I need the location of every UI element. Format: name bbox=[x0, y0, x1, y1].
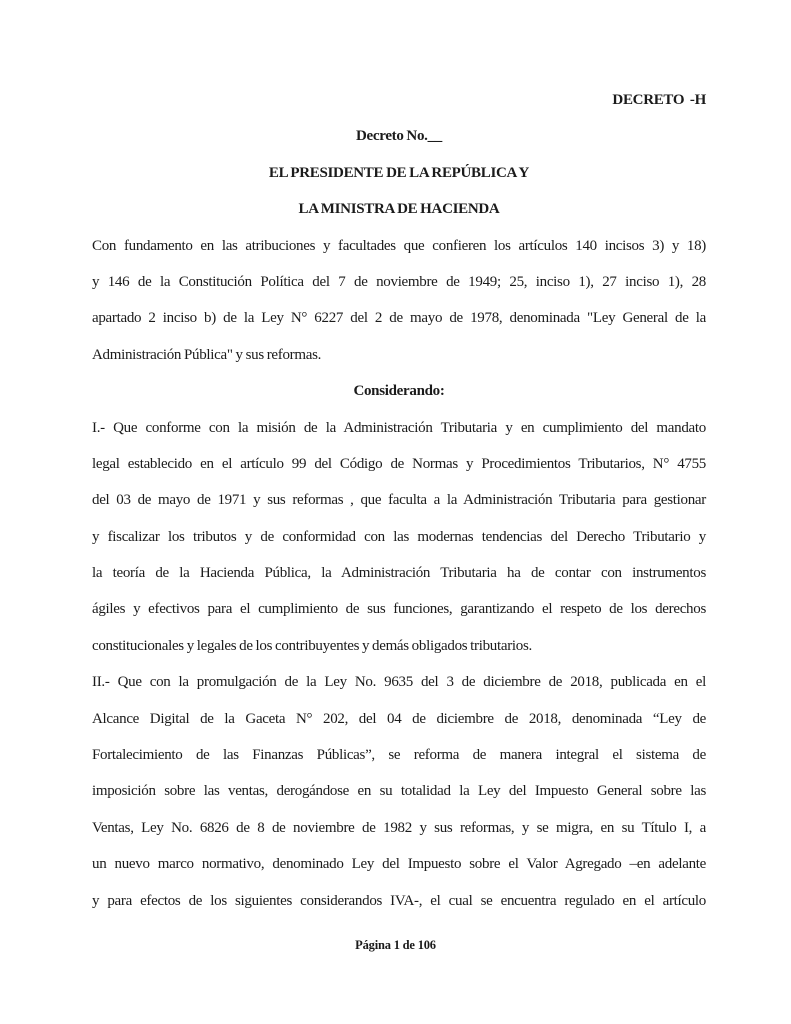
paragraph-line: ágiles y efectivos para el cumplimiento de sus funciones, garantizando el respeto de los derechos bbox=[92, 601, 706, 618]
page-number-footer: Página 1 de 106 bbox=[355, 938, 436, 952]
considerando-heading: Considerando: bbox=[353, 383, 445, 400]
paragraph-line: y para efectos de los siguientes considerandos IVA-, el cual se encuentra regulado en el artículo bbox=[92, 892, 706, 909]
paragraph-line: y 146 de la Constitución Política del 7 de noviembre de 1949; 25, inciso 1), 27 inciso 1), 28 bbox=[92, 273, 706, 290]
paragraph-line: constitucionales y legales de los contribuyentes y demás obligados tributarios. bbox=[92, 637, 532, 654]
paragraph-line: legal establecido en el artículo 99 del Código de Normas y Procedimientos Tributarios, N° 4755 bbox=[92, 455, 706, 472]
paragraph-line: del 03 de mayo de 1971 y sus reformas , que faculta a la Administración Tributaria para gestionar bbox=[92, 492, 706, 509]
paragraph-line: II.- Que con la promulgación de la Ley No. 9635 del 3 de diciembre de 2018, publicada en el bbox=[92, 674, 706, 691]
paragraph-line: un nuevo marco normativo, denominado Ley del Impuesto sobre el Valor Agregado –en adelante bbox=[92, 856, 706, 873]
decree-reference: DECRETO -H bbox=[612, 92, 706, 108]
intro-paragraph bbox=[92, 228, 706, 374]
decree-number-line: Decreto No.__ bbox=[355, 128, 443, 145]
paragraph-line: imposición sobre las ventas, derogándose en su totalidad la Ley del Impuesto General sobre las bbox=[92, 783, 706, 800]
paragraph-line: la teoría de la Hacienda Pública, la Administración Tributaria ha de contar con instrumentos bbox=[92, 565, 706, 582]
paragraph-line: Con fundamento en las atribuciones y facultades que confieren los artículos 140 incisos 3) y 18) bbox=[92, 237, 706, 254]
considerando-item-2 bbox=[92, 664, 706, 919]
paragraph-line: Administración Pública" y sus reformas. bbox=[92, 346, 322, 363]
paragraph-line: Fortalecimiento de las Finanzas Públicas”, se reforma de manera integral el sistema de bbox=[92, 747, 706, 764]
paragraph-line: apartado 2 inciso b) de la Ley N° 6227 del 2 de mayo de 1978, denominada "Ley General de la bbox=[92, 310, 706, 327]
paragraph-line: Alcance Digital de la Gaceta N° 202, del 04 de diciembre de 2018, denominada “Ley de bbox=[92, 710, 706, 727]
issuer-title-president: EL PRESIDENTE DE LA REPÚBLICA Y bbox=[268, 164, 530, 181]
paragraph-line: y fiscalizar los tributos y de conformidad con las modernas tendencias del Derecho Tributario y bbox=[92, 528, 706, 545]
considerando-item-1 bbox=[92, 410, 706, 665]
paragraph-line: I.- Que conforme con la misión de la Administración Tributaria y en cumplimiento del mandato bbox=[92, 419, 706, 436]
paragraph-line: Ventas, Ley No. 6826 de 8 de noviembre de 1982 y sus reformas, y se migra, en su Título I, a bbox=[92, 819, 706, 836]
issuer-title-minister: LA MINISTRA DE HACIENDA bbox=[298, 201, 500, 218]
